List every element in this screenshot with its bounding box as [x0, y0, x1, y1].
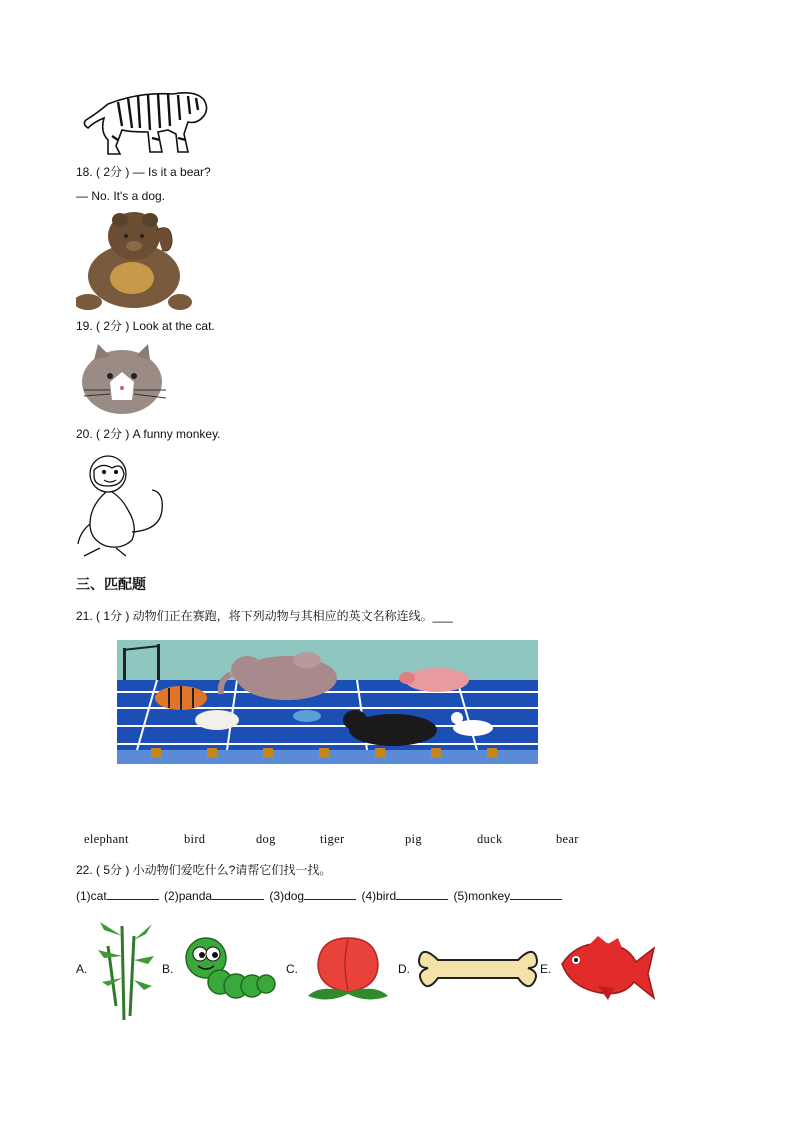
question-21-label: 21. ( 1分 ) 动物们正在赛跑，将下列动物与其相应的英文名称连线。___	[76, 609, 453, 623]
question-22-label: 22. ( 5分 ) 小动物们爱吃什么?请帮它们找一找。	[76, 863, 332, 877]
bear-image	[76, 210, 192, 312]
cat-image	[76, 342, 172, 416]
question-20-label: 20. ( 2分 ) A funny monkey.	[76, 427, 221, 441]
tiger-image	[78, 74, 212, 158]
section-title: 三、匹配题	[76, 577, 146, 593]
bamboo-image	[94, 916, 154, 1020]
answer-blank[interactable]	[396, 888, 448, 900]
question-18-label: 18. ( 2分 ) — Is it a bear?	[76, 165, 211, 179]
caterpillar-image	[180, 932, 276, 1002]
fish-image	[558, 936, 656, 1002]
peach-image	[306, 932, 390, 1004]
option-d-letter: D.	[398, 962, 410, 976]
word-duck: duck	[477, 832, 503, 846]
word-dog: dog	[256, 832, 276, 846]
item-panda: (2)panda	[164, 889, 213, 903]
item-cat: (1)cat	[76, 889, 107, 903]
answer-blank[interactable]	[107, 888, 159, 900]
word-tiger: tiger	[320, 832, 345, 846]
bone-image	[418, 942, 538, 994]
option-e-letter: E.	[540, 962, 552, 976]
answer-blank[interactable]	[212, 888, 264, 900]
item-bird: (4)bird	[361, 889, 397, 903]
option-b-letter: B.	[162, 962, 174, 976]
option-c-letter: C.	[286, 962, 298, 976]
race-track-image	[117, 640, 538, 764]
word-bird: bird	[184, 832, 206, 846]
option-a-letter: A.	[76, 962, 88, 976]
word-elephant: elephant	[84, 832, 129, 846]
item-dog: (3)dog	[269, 889, 305, 903]
item-monkey: (5)monkey	[453, 889, 511, 903]
word-pig: pig	[405, 832, 422, 846]
question-19-label: 19. ( 2分 ) Look at the cat.	[76, 319, 215, 333]
question-22-blanks	[76, 888, 564, 904]
answer-blank[interactable]	[304, 888, 356, 900]
monkey-image	[76, 452, 174, 558]
word-bear: bear	[556, 832, 579, 846]
question-18-answer-line: — No. It's a dog.	[76, 189, 165, 203]
answer-blank[interactable]	[510, 888, 562, 900]
